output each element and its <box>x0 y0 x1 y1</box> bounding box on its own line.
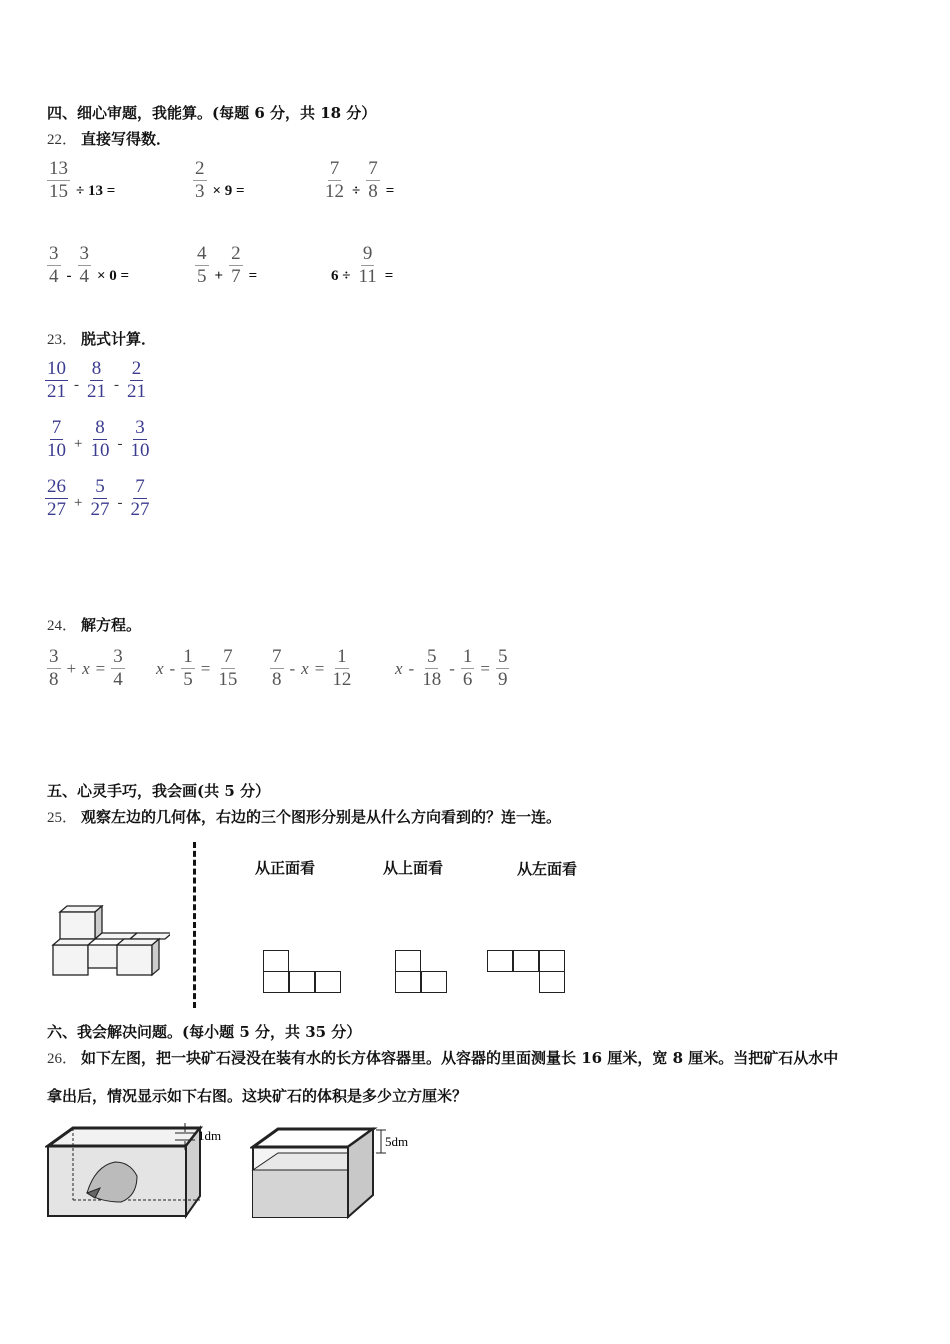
q24-number: 24． <box>47 618 78 634</box>
denominator: 21 <box>87 381 106 402</box>
q26-number: 26． <box>47 1051 78 1067</box>
q26-text-b: 厘米，宽 <box>602 1049 673 1067</box>
q26-length: 16 <box>581 1049 603 1067</box>
numerator: 3 <box>113 646 123 667</box>
q22-expr-2 <box>190 158 248 203</box>
fraction <box>128 476 151 521</box>
divider-line <box>193 842 196 1008</box>
denominator: 27 <box>47 499 66 520</box>
fraction <box>128 417 151 462</box>
label-5dm: 5dm <box>385 1134 409 1149</box>
numerator: 7 <box>135 476 145 497</box>
fraction <box>323 158 346 203</box>
denominator: 11 <box>358 266 377 287</box>
numerator: 5 <box>497 646 508 667</box>
numerator: 5 <box>426 646 437 667</box>
denominator: 10 <box>47 440 66 461</box>
section4-title: 四、细心审题，我能算。(每题 6 分，共 18 分） <box>47 104 377 122</box>
operator: - <box>117 495 123 511</box>
numerator: 2 <box>131 358 142 379</box>
q22-number: 22． <box>47 132 78 148</box>
numerator: 8 <box>91 358 102 379</box>
numerator: 26 <box>47 476 66 497</box>
denominator: 8 <box>49 669 59 690</box>
operator: - <box>169 658 176 678</box>
fraction <box>356 243 378 288</box>
operator: = <box>314 658 325 678</box>
q22-expr-1 <box>44 158 118 203</box>
fraction <box>45 476 68 521</box>
q25-number: 25． <box>47 810 78 826</box>
q23-heading <box>47 328 156 349</box>
q22-text: 直接写得数． <box>81 130 172 148</box>
q22-heading <box>47 128 171 149</box>
q26-text-d: 拿出后，情况显示如下右图。这块矿石的体积是多少立方厘米？ <box>47 1087 468 1105</box>
q23-expr-1 <box>42 358 151 403</box>
numerator: 1 <box>337 646 347 667</box>
denominator: 27 <box>130 499 150 520</box>
fraction <box>193 158 207 203</box>
numerator: 5 <box>95 476 105 497</box>
fraction <box>195 243 209 288</box>
cube-solid-figure <box>45 905 170 980</box>
denominator: 5 <box>183 669 193 690</box>
denominator: 7 <box>231 266 241 287</box>
operator: + <box>74 436 83 452</box>
q24-eq-1 <box>44 646 128 691</box>
q26-width: 8 <box>672 1049 684 1067</box>
fraction <box>496 646 510 691</box>
numerator: 7 <box>368 158 378 179</box>
section5-title: 五、心灵手巧，我会画(共 5 分） <box>47 782 270 800</box>
q24-text: 解方程。 <box>81 616 142 634</box>
numerator: 7 <box>223 646 233 667</box>
fraction <box>366 158 380 203</box>
denominator: 4 <box>49 266 59 287</box>
q24-heading <box>47 614 141 635</box>
q22-expr-3 <box>320 158 397 203</box>
q26-line2 <box>47 1085 467 1106</box>
q26-text-a: 如下左图，把一块矿石浸没在装有水的长方体容器里。从容器的里面测量长 <box>81 1049 582 1067</box>
operator: - <box>114 377 119 393</box>
q23-expr-2 <box>42 417 154 462</box>
q22-expr-6 <box>328 243 396 288</box>
operator: = <box>95 658 106 678</box>
variable-x: x <box>395 658 403 678</box>
label-1dm: 1dm <box>198 1128 222 1143</box>
operator: = <box>200 658 211 678</box>
q24-eq-3 <box>267 646 356 691</box>
numerator: 3 <box>79 243 89 264</box>
denominator: 12 <box>325 181 344 202</box>
q26-line1 <box>47 1047 838 1068</box>
fraction <box>125 358 148 403</box>
fraction <box>181 646 195 691</box>
denominator: 8 <box>368 181 378 202</box>
fraction <box>45 417 68 462</box>
denominator: 21 <box>127 381 146 402</box>
q22-expr-4 <box>44 243 132 288</box>
operator: × 9 = <box>212 183 245 199</box>
denominator: 15 <box>49 181 68 202</box>
fraction <box>420 646 443 691</box>
operator: ÷ 13 = <box>76 183 116 199</box>
operator: = <box>480 658 490 678</box>
numerator: 3 <box>49 243 59 264</box>
variable-x: x <box>82 658 90 678</box>
variable-x: x <box>301 658 309 678</box>
q23-number: 23． <box>47 332 78 348</box>
denominator: 3 <box>195 181 205 202</box>
operator: × 0 = <box>97 268 130 284</box>
q22-expr-5 <box>192 243 260 288</box>
q24-eq-4 <box>392 646 512 691</box>
operator: - <box>289 658 296 678</box>
operator: - <box>66 268 72 284</box>
variable-x: x <box>156 658 164 678</box>
denominator: 5 <box>197 266 207 287</box>
denominator: 9 <box>497 669 508 690</box>
operator: = <box>385 183 395 199</box>
container-with-stone-figure <box>45 1118 245 1220</box>
numerator: 2 <box>231 243 241 264</box>
denominator: 4 <box>113 669 123 690</box>
fraction <box>229 243 243 288</box>
fraction <box>330 646 353 691</box>
operator: 6 ÷ <box>331 268 351 284</box>
q23-expr-3 <box>42 476 154 521</box>
numerator: 1 <box>183 646 193 667</box>
operator: - <box>117 436 123 452</box>
view-label-left[interactable]: 从左面看 <box>517 860 578 878</box>
fraction <box>47 243 61 288</box>
denominator: 15 <box>218 669 238 690</box>
numerator: 3 <box>49 646 59 667</box>
denominator: 18 <box>422 669 442 690</box>
denominator: 12 <box>332 669 352 690</box>
fraction <box>85 358 108 403</box>
numerator: 4 <box>197 243 207 264</box>
view-label-front[interactable]: 从正面看 <box>255 859 316 877</box>
operator: = <box>248 268 258 284</box>
fraction <box>461 646 475 691</box>
q26-text-c: 厘米。当把矿石从水中 <box>683 1049 839 1067</box>
denominator: 6 <box>462 669 473 690</box>
denominator: 10 <box>130 440 150 461</box>
q25-heading <box>47 806 561 827</box>
fraction <box>47 158 70 203</box>
denominator: 8 <box>272 669 282 690</box>
operator: = <box>384 268 394 284</box>
numerator: 7 <box>51 417 62 438</box>
operator: + <box>74 495 83 511</box>
operator: + <box>66 658 77 678</box>
numerator: 9 <box>362 243 373 264</box>
q25-text: 观察左边的几何体，右边的三个图形分别是从什么方向看到的？连一连。 <box>81 808 562 826</box>
denominator: 10 <box>90 440 110 461</box>
view-label-top[interactable]: 从上面看 <box>383 859 444 877</box>
numerator: 7 <box>272 646 282 667</box>
fraction <box>88 476 111 521</box>
fraction <box>216 646 239 691</box>
denominator: 21 <box>47 381 66 402</box>
operator: - <box>74 377 79 393</box>
numerator: 1 <box>462 646 473 667</box>
numerator: 2 <box>195 158 205 179</box>
denominator: 27 <box>90 499 110 520</box>
section6-title: 六、我会解决问题。(每小题 5 分，共 35 分） <box>47 1023 362 1041</box>
q24-eq-2 <box>153 646 242 691</box>
fraction <box>47 646 61 691</box>
denominator: 4 <box>79 266 89 287</box>
operator: ÷ <box>352 183 361 199</box>
q23-text: 脱式计算． <box>81 330 157 348</box>
fraction <box>78 243 92 288</box>
numerator: 13 <box>49 158 68 179</box>
fraction <box>111 646 125 691</box>
operator: - <box>408 658 415 678</box>
numerator: 7 <box>329 158 340 179</box>
operator: + <box>214 268 224 284</box>
operator: - <box>449 658 455 678</box>
fraction <box>88 417 111 462</box>
container-without-stone-figure <box>250 1125 430 1220</box>
fraction <box>270 646 284 691</box>
numerator: 3 <box>135 417 145 438</box>
fraction <box>45 358 68 403</box>
numerator: 8 <box>95 417 105 438</box>
numerator: 10 <box>47 358 66 379</box>
